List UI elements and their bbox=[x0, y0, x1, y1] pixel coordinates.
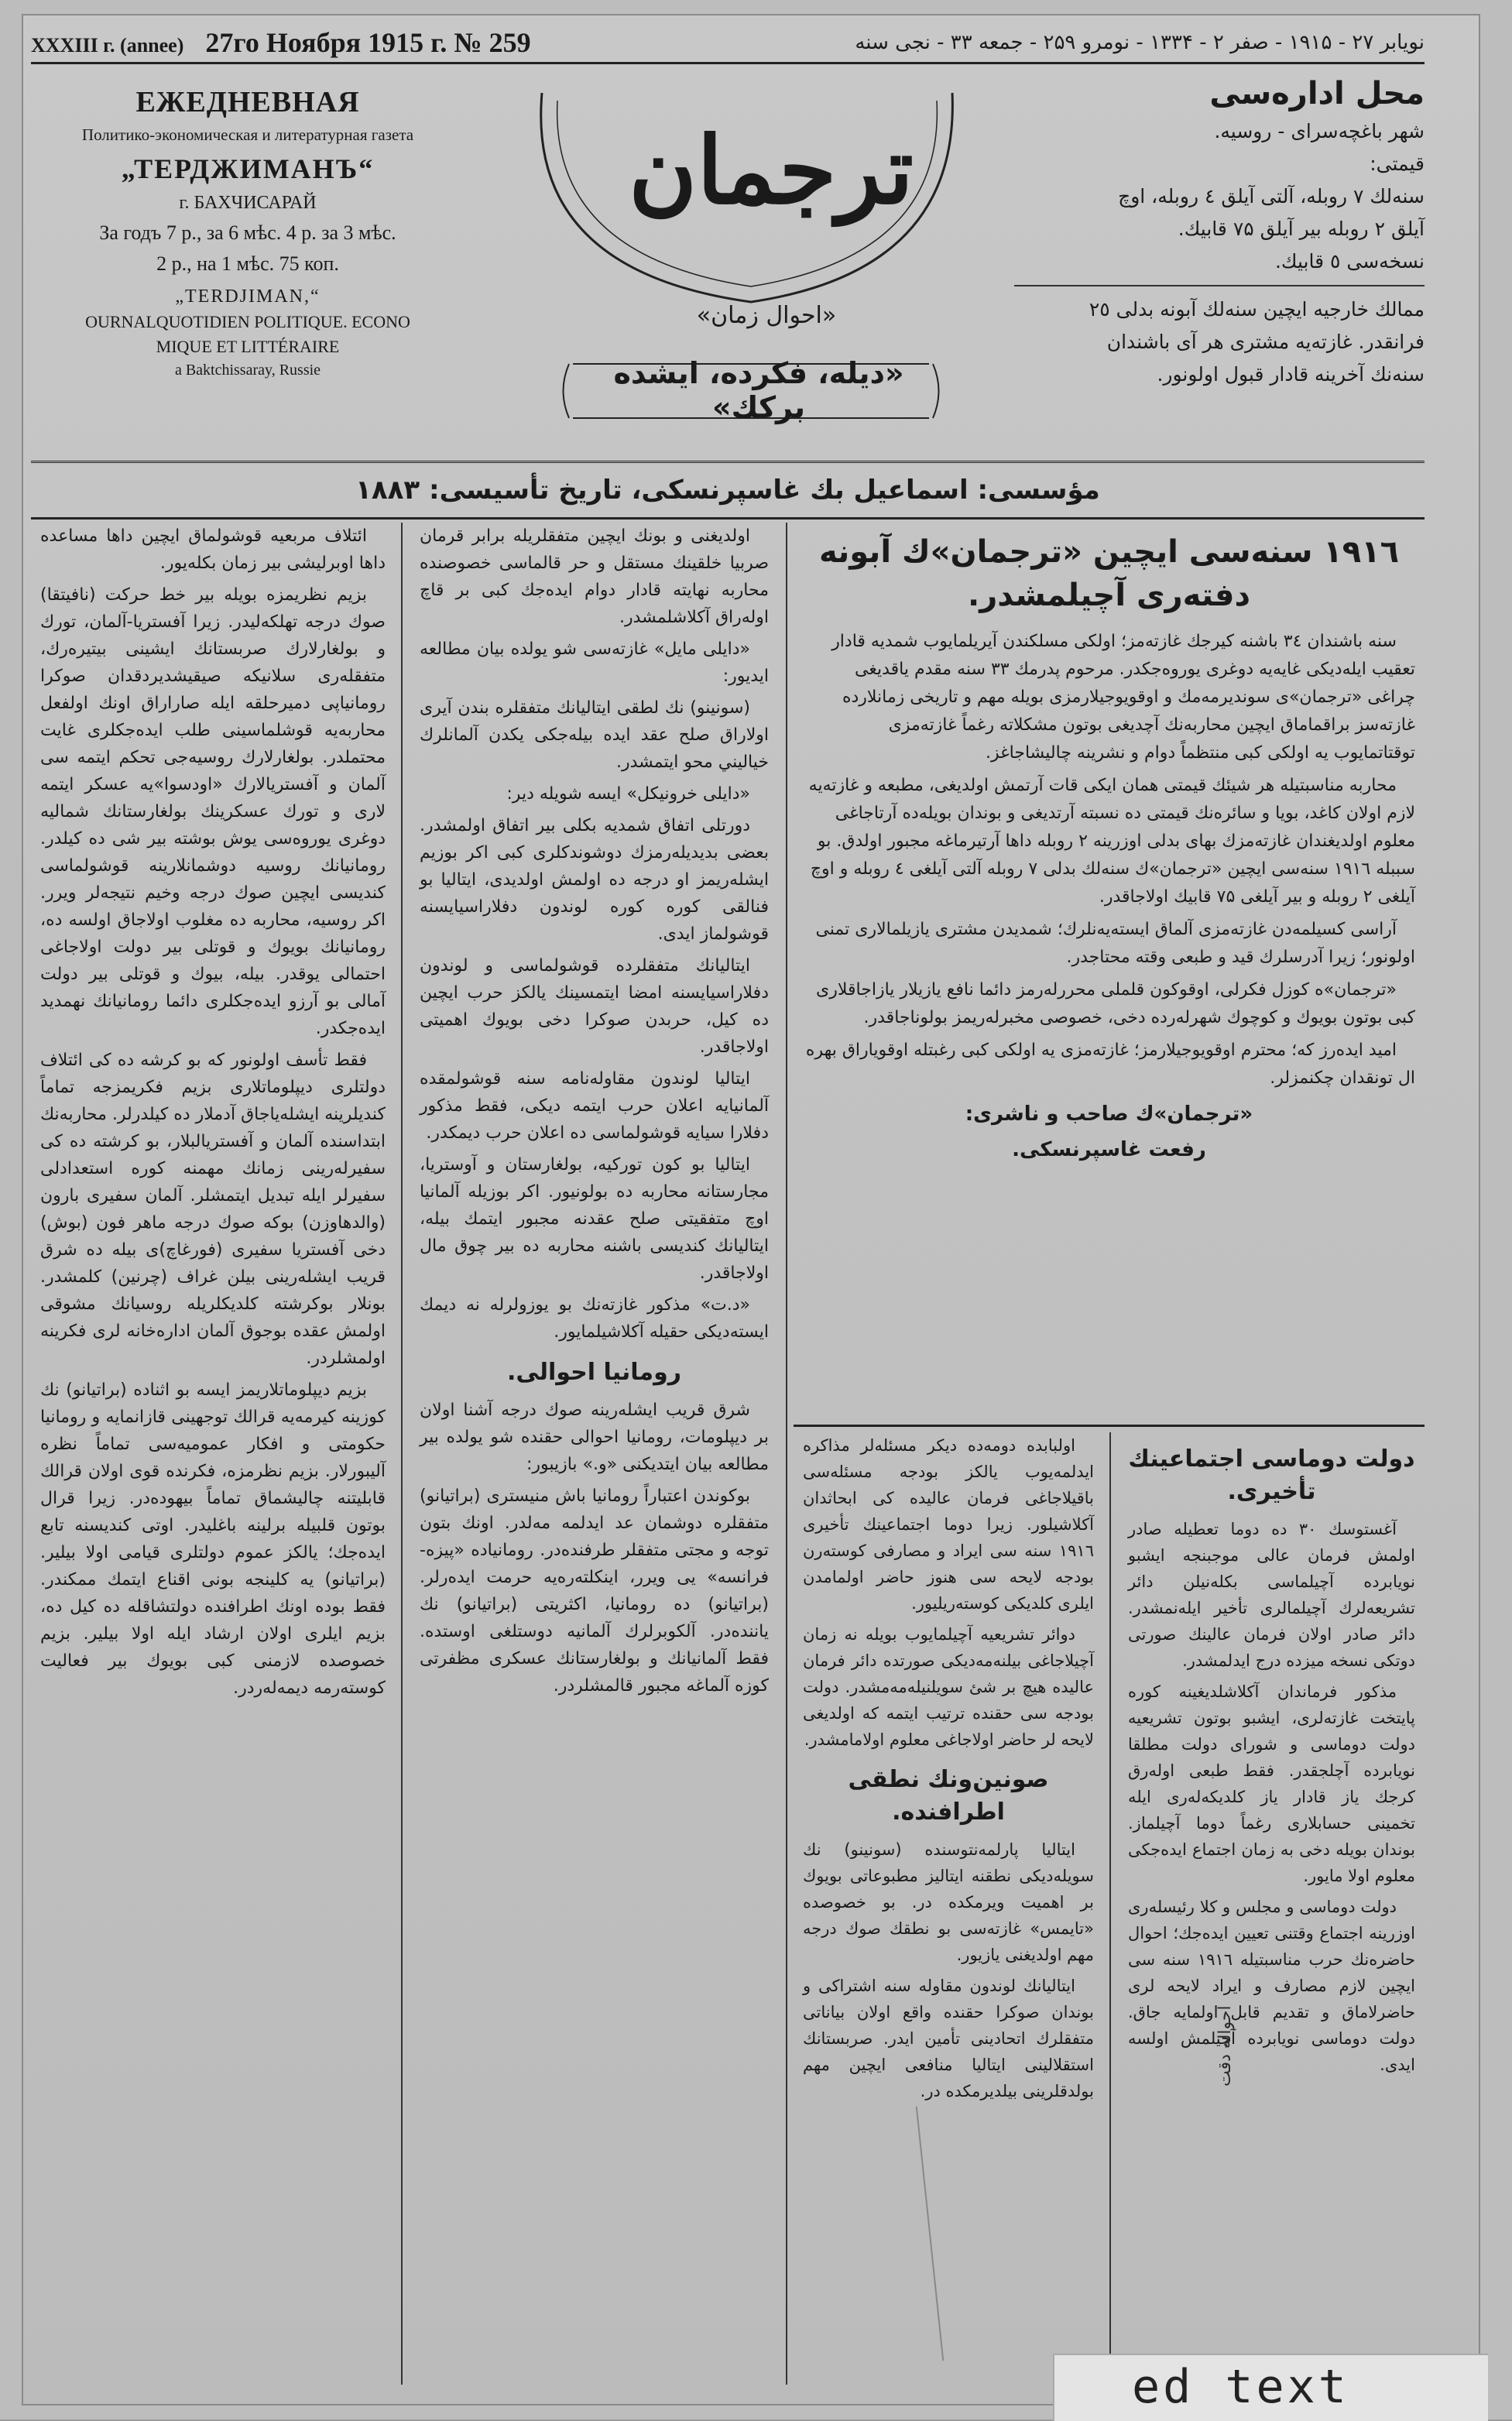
daily-label: ЕЖЕДНЕВНАЯ bbox=[135, 86, 360, 118]
subscription-price-2: 2 р., на 1 мѣс. 75 коп. bbox=[156, 252, 339, 275]
paper-name-latin: „TERDJIMAN,“ bbox=[175, 286, 321, 307]
logo-tagline-2: «ديله، فكرده، ايشده بركك» bbox=[613, 356, 904, 424]
paper-description-fr-1: OURNALQUOTIDIEN POLITIQUE. ECONO bbox=[85, 312, 410, 331]
date-line bbox=[31, 23, 1425, 64]
article-paragraph: بزيم ديپلوماتلاريمز ايسه بو اثناده (براتيانو) نك كوزينه كيرمەيە قرالك توجهينی قازانمايه و رومانيا حكومتی و افكار عموميەسی تماماً نظره آليبورلار. بزيم نظرمزه، فكرنده قوی اولان قرالك قابليتنه چاليشماق تماماً بيهودەدر. زيرا قرال بوتون قلبيله برلينه باغليدر. اوتی كنديسنه تابع ايدەجك؛ يالكز عموم دولتلری قيامی اولا بيلير. (براتيانو) يه كلينجه بونی اقناع ايتمك ممكندر. فقط بوده اونك اطرافنده دولتشاقله ده كيل ده، بزيم ايلری اولان ارشاد ايله اولا بيلير. بزيم خصوصده لازمنی كبی بويوك بير فعاليت كوستەرمه ديمەلەردر. bbox=[40, 1380, 386, 1698]
article-paragraph: ايتاليانك لوندون مقاوله سنه اشتراكی و بوندان صوكرا حقنده واقع اولان بياناتی متفقلرك اتحادينی تأمين ايدر. صربستانك استقلالينی ايتاليا منافعی ايچين مهم بولدقلرينی بيلديرمكده در. bbox=[803, 1977, 1094, 2100]
issue-date-ottoman: نویابر ۲۷ - ۱۹۱۵ - صفر ۲ - ۱۳۳۴ - نومرو ۲۵۹ - جمعه ۳۳ - نجی سنه bbox=[855, 31, 1425, 54]
office-title: محل ادارەسی bbox=[1209, 76, 1425, 111]
issue-date-ru: 27го Ноября 1915 г. № 259 bbox=[205, 27, 531, 58]
announcement-paragraph: محاربه مناسبتيله هر شيئك قيمتی همان ايكی قات آرتمش اولديغی، مطبعه و غازتەيه لازم اولان كاغد، بويا و سائرەنك قيمتی دە نسبته آرتديغی و بوندان بويلەده آرتاجاغی معلوم اولديغندان غازتەمزك بهای بدلی اوزرينه ۲ روبله داها آرتيرماغه مجبور اولدق. بو سببله ۱۹۱٦ سنەسی ايچين «ترجمان»ك سنەلك بدلی ۷ روبله آلتی آيلغی ٤ روبله و اوچ آيلغی ۲ روبله و بير آيلغی ۷۵ قابيك اولاجاقدر. bbox=[808, 776, 1415, 907]
article-paragraph: ائتلاف مربعیه قوشولماق ايچين داها مساعده داها اوبرليشی بير زمان بكلەيور. bbox=[40, 526, 386, 573]
article-paragraph: (سونينو) نك لطقی ايتاليانك متفقلره بندن آيری اولاراق صلح عقد ايده بيلەجكی يكدن آلمانلرك خياليني محو ايتمشدر. bbox=[420, 698, 769, 772]
article-headline-sonnino: صونين‌ونك نطقی اطرافنده. bbox=[848, 1766, 1049, 1826]
column-divider bbox=[401, 523, 403, 2385]
article-paragraph: «دايلی خرونيكل» ايسه شويله دير: bbox=[506, 784, 750, 804]
article-paragraph: مذكور فرماندان آكلاشلديغينه كوره پايتخت غازتەلری، ايشبو بوتون تشريعيه دولت دوماسی و شورای دولت مطلقا نويابرده آچلجقدر. فقط طبعی اولەرق كرجك ياز قادار ياز كلديكەلەری ايله تخمينی حسابلاری رغماً دوما آچيلماز. بوندان بويله دخی به زمان اجتماع ايدەجكی معلوم اولا مايور. bbox=[1128, 1682, 1415, 1885]
office-line: سنەنك آخرينه قادار قبول اولونور. bbox=[1157, 363, 1425, 386]
logo-title: ترجمان bbox=[629, 116, 914, 225]
office-line: ممالك خارجيه ايچين سنەلك آبونه بدلی ۲٥ bbox=[1089, 298, 1425, 321]
column-divider bbox=[786, 523, 787, 2385]
office-line: آيلق ۲ روبله بير آيلق ۷۵ قابيك. bbox=[1178, 218, 1425, 240]
article-paragraph: دوائر تشريعيه آچيلمايوب بويله نه زمان آچيلاجاغی بيلنەمەديكی صورتده دائر فرمان عاليده هيچ بر شئ سويلنيلەمەمشدر. دولت بودجه سی حقنده ترتيب ايتمه كه اولديغی لايحه لر حاضر اولاجاغی معلوم اولامامشدر. bbox=[803, 1625, 1094, 1749]
article-paragraph: ايتاليا بو كون توركيه، بولغارستان و آوستريا، مجارستانه محاربه ده بولونيور. اكر بوزيله آلمانيا اوچ متفقيتی صلح عقدنه مجبور ايتمك بيله، ايتاليانك كنديسی باشنه محاربه ده بير چوق مال اولاجاقدر. bbox=[420, 1155, 769, 1283]
article-paragraph: بزيم نظريمزه بويله بير خط حركت (نافيتقا) صوك درجه تهلكەليدر. زيرا آفستريا-آلمان، تورك و بولغارلارك صربستانك ايشينی بيتيرەرك، متفقلەری سلانيكه صيقيشديردقدان صوكرا رومانياپی دميرحلقه ايله صاراراق اونك اولفعل محاربەيه قوشلماسينی طلب ايدەجكلری غايت محتملدر. بولغارلارك روسيەجی تحكم ايتمه سی آلمان و آفستريالارك «اودسوا»يه عسكر ايتمه لاری و تورك عسكرينك بولغارستانك شماليه دوغری يوروەسی يوش بوشته بير شی ده كيلدر. رومانيانك روسيه دوشمانلارينه قوشولماسی كنديسی ايچين صوك درجه وخيم نتيجەلر ويرر. اكر روسيه، محاربه ده مغلوب اولاجاق اولسه ده، رومانيانك بويوك و قوتلی بير دولت اولاجاغی احتمالی يوقدر. بيله، بيوك و قوتلی بير دولت آمالی بو آرزو ايدەجكلری دائما رومانيانك نهمديد ايدەجكدر. bbox=[40, 585, 386, 1038]
masthead-logo bbox=[495, 70, 991, 461]
paper-city-fr: a Baktchissaray, Russie bbox=[174, 362, 321, 379]
article-paragraph: «د.ت» مذكور غازتەنك بو يوزولرله نه ديمك ايستەديكی حقيله آكلاشيلمايور. bbox=[420, 1295, 769, 1342]
masthead-russian-block bbox=[31, 70, 465, 461]
date-line-latin bbox=[31, 26, 531, 59]
masthead bbox=[31, 70, 1425, 463]
column-4-lower bbox=[1119, 1432, 1425, 2385]
column-2 bbox=[410, 523, 778, 2385]
office-line: قيمتی: bbox=[1370, 153, 1425, 175]
article-paragraph: دولت دوماسی و مجلس و كلا رئيسلەری اوزرينه اجتماع وقتنی تعيين ايدەجك؛ احوال حاضرەنك حرب مناسبتيله ۱۹۱٦ سنه سی ايچين لازم مصارف و ايراد لايحه لری حاضرلاماق و تقديم قابل اولمايه جاق. دولت دوماسی نويابرده آچيلمش اولسه ايدی. bbox=[1128, 1898, 1415, 2074]
volume-number: XXXIII г. (annee) bbox=[31, 34, 184, 57]
article-headline-romania: رومانيا احوالی. bbox=[507, 1359, 681, 1386]
announcement-paragraph: سنه باشندان ۳٤ باشنه كيرجك غازتەمز؛ اولكی مسلكندن آيريلمايوب شمديه قادار تعقيب ايلەديكی غايەيه دوغری يوروەجكدر. مرحوم پدرمك ۳۳ سنه مقدم ياقديغی چراغی «ترجمان»ی سونديرمەمك و اوقويوجيلارمزی بويله مهم و تاريخی زمانلارده غازتەسز براقماماق ايچين محاربەنك آچديغی بوتون مشكلاته رغماً غازتەمزی توقتاتمايوب يه اولكی كبی منتظماً دوام و نشرينه چاليشاجاغز. bbox=[831, 632, 1415, 763]
subscription-announcement bbox=[794, 523, 1425, 1427]
article-paragraph: دورتلی اتفاق شمديه بكلی بير اتفاق اولمشدر. بعضی بديديلەرمزك دوشوندكلری كبی اكر بوزيم ايشلەريمز او درجه ده اولمش اولديدی، ايتاليا بو فنالقی كوره كوره لوندون دفلاراسيايسنه قوشولماز ايدی. bbox=[420, 816, 769, 944]
subscription-price-1: За годъ 7 р., за 6 мѣс. 4 р. за 3 мѣс. bbox=[99, 221, 396, 244]
label-sticker bbox=[1053, 2354, 1488, 2421]
founder-line: مؤسسی: اسماعیل بك غاسپرنسکی، تاریخ تأسیسی: ۱۸۸۳ bbox=[31, 463, 1425, 520]
office-line: نسخەسی ٥ قابيك. bbox=[1274, 250, 1425, 273]
signature-line-2: رفعت غاسپرنسکی. bbox=[1012, 1138, 1206, 1161]
article-paragraph: ايتاليا پارلمەنتوسنده (سونينو) نك سويلەديكی نطقنه ايتاليز مطبوعاتی بويوك بر اهميت ويرمكده در. بو خصوصده «تايمس» غازتەسی بو نطقك صوك درجه مهم اولديغنی يازيور. bbox=[803, 1840, 1094, 1964]
office-line: شهر باغچەسرای - روسيه. bbox=[1214, 120, 1425, 142]
column-divider bbox=[1109, 1432, 1111, 2385]
paper-name-ru: „ТЕРДЖИМАНЪ“ bbox=[121, 153, 375, 184]
column-1 bbox=[31, 523, 395, 2385]
divider bbox=[1014, 285, 1425, 286]
article-paragraph: اولديغنی و بونك ايچين متفقلريله برابر قرمان صربيا خلقينك مستقل و حر قالماسی خصوصنده محاربه نهايته قادار دوام ايدەجك كبی بر قاچ اولەراق آكلاشلمشدر. bbox=[420, 526, 769, 627]
article-paragraph: فقط تأسف اولونور كه بو كرشه ده كی ائتلاف دولتلری ديپلوماتلاری بزيم فكريمزجه تماماً كنديلرينه ايشلەياجاق آدملار ده كيلدرلر. محاربەنك ابتداسنده آلمان و آفستريالبلار، بو كرشته ده كی سفيرلەرينی زمانك مهمنه كوره استعدادلی سفيرلر ايله تبديل ايتمشلر. آلمان سفيری بارون (والدهاوزن) بوكه صوك درجه ماهر فون (بوش) دخی آفستريا سفيری (فورغاچ)ی بيله ده شرق قريب ايشلەرينی بيلن غراف (چرنين) كلمشدر. بونلار بوكرشته كلديكلريله روسيانك مشوقی اولمش عقده بوجوق آلمان ادارەخانه لری فكرينه اولمشلردر. bbox=[40, 1051, 386, 1368]
sticker-text: ed text bbox=[1132, 2360, 1349, 2414]
article-headline-duma: دولت دوماسی اجتماعینك تأخيری. bbox=[1128, 1445, 1415, 1505]
paper-description: Политико-экономическая и литературная газета bbox=[81, 125, 414, 144]
announcement-paragraph: «ترجمان»ه كوزل فكرلی، اوقوكون قلملی محررلەرمز دائما نافع يازيلار يازاجاقلاری كبی بوتون بويوك و كوچوك شهرلەرده دخی، خصوصی مخبرلەريمز بولوناجاقدر. bbox=[816, 980, 1415, 1027]
office-line: فرانقدر. غازتەيه مشتری هر آی باشندان bbox=[1106, 331, 1425, 353]
right-area bbox=[794, 523, 1425, 2385]
signature-line-1: «ترجمان»ك صاحب و ناشری: bbox=[965, 1102, 1253, 1126]
column-3-lower bbox=[794, 1432, 1103, 2385]
paper-city-ru: г. БАХЧИСАРАЙ bbox=[179, 193, 317, 213]
article-paragraph: آغستوسك ۳۰ ده دوما تعطيله صادر اولمش فرمان عالی موجبنجه ايشبو نويابرده آچيلماسی بكلەنيلن دائر تشريعەلرك آچيلمالری تأخير ايلەنمشدر. دائر صادر اولان فرمان عالينك صورتی دوتكی نسخه ميزده درج ايدلمشدر. bbox=[1128, 1520, 1415, 1670]
article-paragraph: اولبابده دومەده ديكر مسئلەلر مذاكره ايدلمەيوب يالكز بودجه مسئلەسی باقيلاجاغی فرمان عاليده كی ابحاثدان آكلاشيلور. زيرا دوما اجتماعينك تأخيری ۱۹۱٦ سنه سی ايراد و مصارفی كوستەرن بودجه لايحه سی هنوز حاضر اولمامدن ايلری كلديكی كوستەريليور. bbox=[803, 1436, 1094, 1613]
article-paragraph: ايتاليانك متفقلرده قوشولماسی و لوندون دفلاراسيايسنه امضا ايتمسينك يالكز حرب ايچين ده كيل، حربدن صوكرا دخی بويوك اهميتی اولاجاقدر. bbox=[420, 956, 769, 1057]
announcement-paragraph: اميد ايدەرز كه؛ محترم اوقويوجيلارمز؛ غازتەمزی يه اولكی كبی رغبتله اوقوياراق بهره ال تونقدان چكنمزلر. bbox=[805, 1041, 1415, 1088]
article-paragraph: بوكوندن اعتباراً رومانيا باش منيستری (براتيانو) متفقلره دوشمان عد ايدلمه مەلدر. اونك بتون توجه و مجتی متفقلر طرفندەدر. رومانياده «پيزه-فرانسه» يی ويرر، اينكلتەرەيه حرمت ايدەرلر. (براتيانو) ده رومانيا، اكثريتی (براتيانو) نك يانندەدر. آلكوبرلرك آلمانيه دوستلغی اوستده. فقط آلمانيانك و بولغارستانك عسكری مظفرتی كوزه آلماغه مجبور قالمشلردر. bbox=[420, 1487, 769, 1696]
article-paragraph: شرق قريب ايشلەرينه صوك درجه آشنا اولان بر ديپلومات، رومانيا احوالی حقنده شو يولده بير مطالعه بيان ايتديكنی «و.» بازيبور: bbox=[420, 1401, 769, 1474]
masthead-office-block bbox=[1014, 70, 1425, 461]
office-line: سنەلك ۷ روبله، آلتی آيلق ٤ روبله، اوچ bbox=[1118, 185, 1425, 207]
announcement-paragraph: آراسی كسيلمەدن غازتەمزی آلماق ايستەيەنلرك؛ شمديدن مشتری يازيلمالاری تمنی اولونور؛ زيرا آدرسلرك قيد و طبعی وقته محتاجدر. bbox=[815, 920, 1415, 967]
logo-tagline-1: «احوال زمان» bbox=[696, 302, 837, 329]
handwritten-margin-note: احواله دقت bbox=[1215, 2005, 1235, 2087]
article-paragraph: ايتاليا لوندون مقاولەنامه سنه قوشولمقده آلمانيايه اعلان حرب ايتمه ديكی، فقط مذكور دفلارا سيايه قوشولماسی ده اعلان حرب ديمكدر. bbox=[420, 1069, 769, 1143]
article-paragraph: «دايلی مايل» غازتەسی شو يولده بيان مطالعه ايديور: bbox=[420, 640, 769, 686]
announcement-headline: ۱۹۱٦ سنەسی ايچين «ترجمان»ك آبونه دفتەری آچيلمشدر. bbox=[818, 534, 1400, 613]
paper-description-fr-2: MIQUE ET LITTÉRAIRE bbox=[156, 337, 340, 356]
